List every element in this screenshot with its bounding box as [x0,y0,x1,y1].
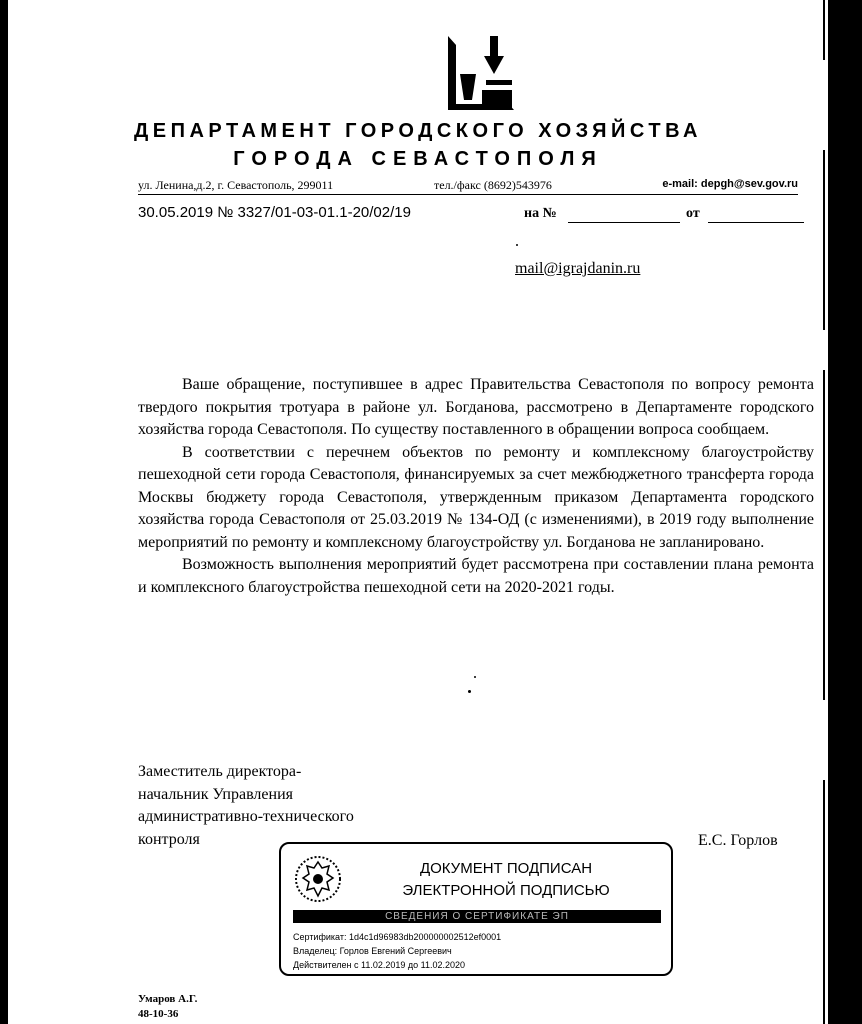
stamp-title: ДОКУМЕНТ ПОДПИСАН [419,860,593,877]
department-title: ДЕПАРТАМЕНТ ГОРОДСКОГО ХОЗЯЙСТВА [134,120,702,142]
reference-blank [568,206,680,223]
scan-edge-line [823,780,825,1024]
reference-date-blank [708,206,804,223]
stamp-subtitle: ЭЛЕКТРОННОЙ ПОДПИСЬЮ [402,882,610,899]
scan-speck [516,244,518,246]
department-city: ГОРОДА СЕВАСТОПОЛЯ [233,148,603,170]
addressee-email: mail@igrajdanin.ru [515,260,641,277]
coat-of-arms-icon [293,854,343,904]
scan-edge-line [823,370,825,700]
certificate-serial: Сертификат: 1d4c1d96983db200000002512ef0001 [293,932,502,942]
body-paragraph: В соответствии с перечнем объектов по ремонту и комплексному благоустройству пешеходной сети города Севастополя, финансируемых за счет межбюджетного трансферта города Москвы бюджету города Севастополя, утвержденным приказом Департамента городского хозяйства города Севастополя от 25.03.2019 № 134-ОД (с изменениями), в 2019 году выполнение мероприятий по ремонту и комплексному благоустройству ул. Богданова не запланировано. [138,443,814,551]
certificate-info-bar: СВЕДЕНИЯ О СЕРТИФИКАТЕ ЭП [293,910,661,923]
reference-label: на № [524,206,557,221]
signatory-name: Е.С. Горлов [698,832,778,849]
email: e-mail: depgh@sev.gov.ru [662,178,798,190]
executor-name: Умаров А.Г. [138,993,198,1005]
certificate-owner: Владелец: Горлов Евгений Сергеевич [293,946,452,956]
executor-info [138,992,197,1022]
scan-speck [468,690,471,693]
executor-phone: 48-10-36 [138,1008,179,1020]
scan-speck [474,676,476,678]
letter-page [8,0,828,1024]
phone: тел./факс (8692)543976 [434,178,552,192]
body-paragraph: Ваше обращение, поступившее в адрес Правительства Севастополя по вопросу ремонта твердого покрытия тротуара в районе ул. Богданова, рассмотрено в Департаменте городского хозяйства города Севастополя. По существу поставленного в обращении вопроса сообщаем. [138,376,814,438]
electronic-signature-stamp [279,842,673,976]
scan-edge-line [823,150,825,330]
sevastopol-emblem-icon [446,34,516,112]
signatory-position: Заместитель директора- начальник Управления административно-технического контроля [138,763,354,848]
body-paragraph: Возможность выполнения мероприятий будет рассмотрена при составлении плана ремонта и комплексного благоустройства пешеходной сети на 2020-2021 годы. [138,556,814,596]
reference-date-label: от [686,206,700,221]
letter-body [138,374,814,599]
registration-number: 30.05.2019 № 3327/01-03-01.1-20/02/19 [138,204,411,221]
address: ул. Ленина,д.2, г. Севастополь, 299011 [138,178,334,192]
header-divider [138,194,798,195]
certificate-validity: Действителен с 11.02.2019 до 11.02.2020 [293,960,466,970]
scan-edge-line [823,0,825,60]
